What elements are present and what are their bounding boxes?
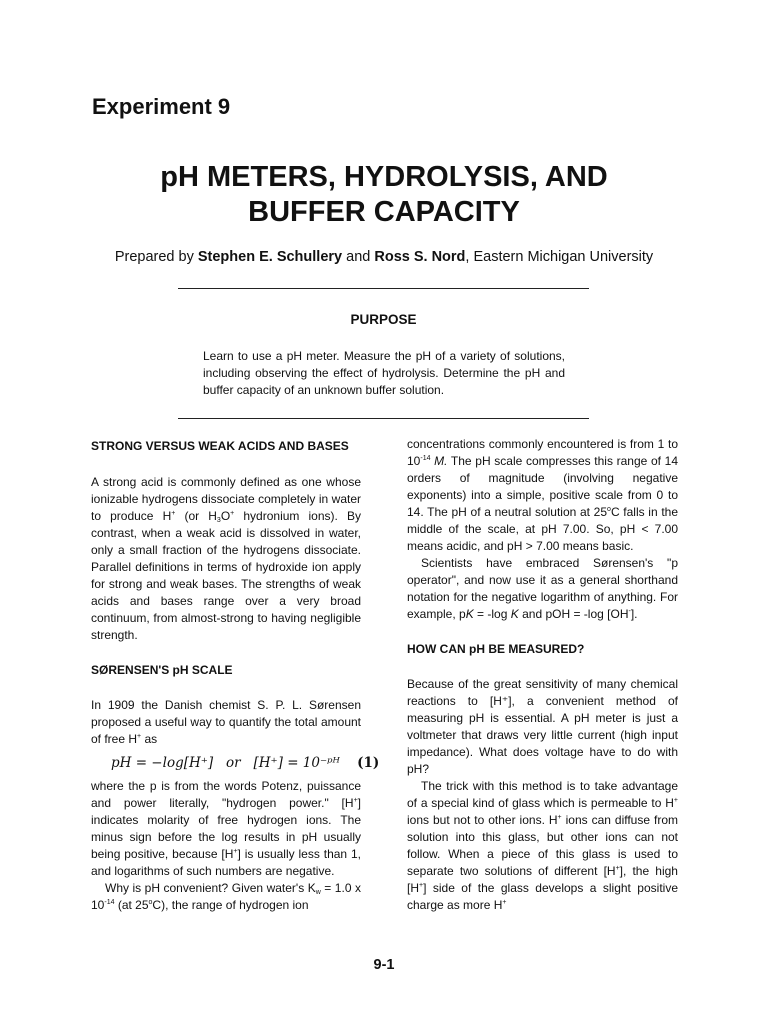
heading-sorensen: SØRENSEN'S pH SCALE — [91, 663, 233, 677]
heading-how-measured: HOW CAN pH BE MEASURED? — [407, 642, 585, 656]
purpose-heading: PURPOSE — [350, 312, 417, 327]
author-1: Stephen E. Schullery — [197, 249, 343, 265]
page-title — [100, 160, 668, 230]
purpose-text: Learn to use a pH meter. Measure the pH of a variety of solutions, including observing the effect of hydrolysis. Determine the pH and buffer capacity of an unknown buffer solution. — [203, 349, 565, 397]
and-text: and — [342, 249, 375, 265]
prepared-by: Prepared by — [114, 249, 198, 265]
affiliation: , Eastern Michigan University — [465, 249, 654, 265]
divider-top — [178, 288, 589, 289]
paragraph-sorensen: In 1909 the Danish chemist S. P. L. Sørensen proposed a useful way to quantify the total amount of free H+ as — [91, 698, 361, 746]
paragraph-strong-acid: A strong acid is commonly defined as one whose ionizable hydrogens dissociate completely in water to produce H+ (or $H_3O^+$ hydronium ions). By contrast, when a weak acid is dissolved in water, only a small fraction of the hydrogens dissociate. Parallel definitions in terms of hydroxide ion apply for strong and weak bases. The strengths of weak acids and bases range over a very broad continuum, from almost-strong to having negligible strength. — [91, 475, 361, 642]
left-column — [91, 438, 380, 914]
page-number: 9-1 — [373, 957, 395, 973]
paragraph-p-operator: Scientists have embraced Sørensen's "p operator", and now use it as a general shorthand notation for the negative logarithm of anything. For example, pK = -log K and pOH = -log [OH-]. — [407, 556, 678, 621]
paragraph-concentrations: concentrations commonly encountered is from 1 to $10^{-14}$ M. The pH scale compresses this range of 14 orders of magnitude (involving negative exponents) into a simple, positive scale from 0 to 14. The pH of a neutral solution at 25$^o$C falls in the middle of the scale, at pH 7.00. So, pH < 7.00 means acidic, and pH > 7.00 means basic. — [407, 437, 679, 553]
title-line-2: BUFFER CAPACITY — [248, 196, 520, 228]
experiment-label: Experiment 9 — [92, 94, 231, 119]
paragraph-glass-trick: The trick with this method is to take advantage of a special kind of glass which is permeable to H+ ions but not to other ions. H+ ions can diffuse from solution into this glass, but other ions can not follow. When a piece of this glass is used to separate two solutions of different [H+], the high [H+] side of the glass develops a slight positive charge as more H+ — [407, 779, 678, 912]
paragraph-hydrogen-power: where the p is from the words Potenz, puissance and power literally, "hydrogen power." [H+] indicates molarity of free hydrogen ions. The minus sign before the log results in pH usually being positive, because [H+] is usually less than 1, and logarithms of such numbers are negative. — [91, 779, 361, 878]
divider-bottom — [178, 418, 589, 419]
author-2: Ross S. Nord — [374, 249, 466, 265]
paragraph-why-ph: Why is pH convenient? Given water's $K_w = 1.0$ x $10^{-14}$ (at 25$^o$C), the range of hydrogen ion — [91, 881, 361, 912]
title-line-1: pH METERS, HYDROLYSIS, AND — [160, 161, 608, 193]
paragraph-measuring: Because of the great sensitivity of many chemical reactions to [H⁺], a convenient method of measuring pH is essential. A pH meter is just a voltmeter that draws very little current (high input impedance). What does voltage have to do with pH? — [407, 677, 678, 776]
equation-1: pH = −log[H⁺] or [H⁺] = 10⁻ᵖᴴ (1) — [111, 755, 380, 771]
heading-strong-weak: STRONG VERSUS WEAK ACIDS AND BASES — [91, 439, 349, 453]
right-column — [407, 436, 678, 914]
authors-line — [40, 249, 728, 265]
